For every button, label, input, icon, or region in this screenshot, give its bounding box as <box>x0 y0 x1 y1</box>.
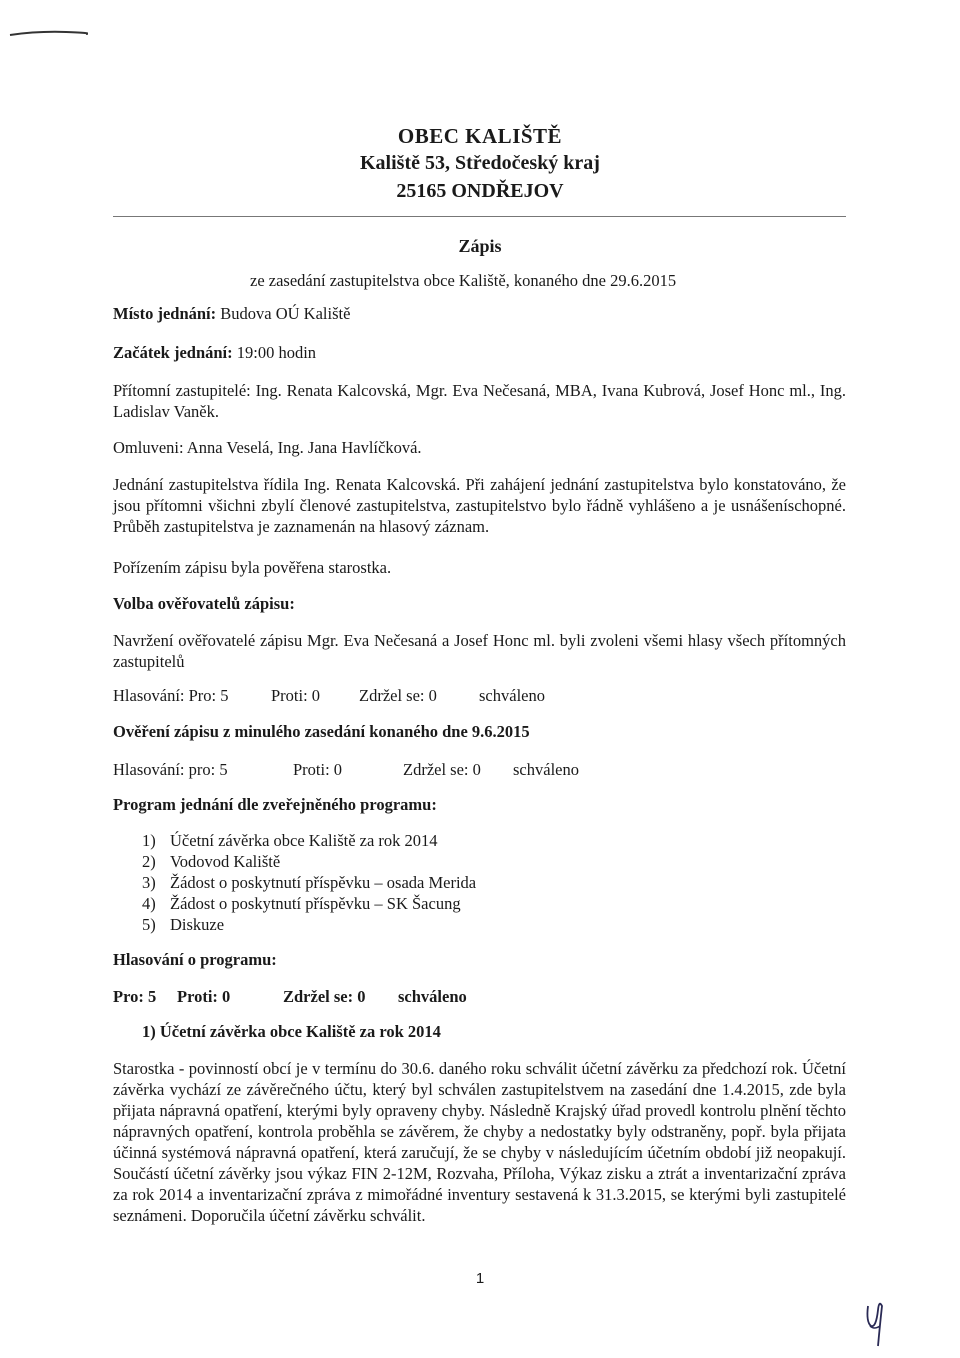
section-1-heading: 1) Účetní závěrka obce Kaliště za rok 2014 <box>142 1022 441 1041</box>
previous-minutes-vote <box>113 760 579 780</box>
verifiers-vote <box>113 686 545 706</box>
previous-minutes-heading: Ověření zápisu z minulého zasedání konaného dne 9.6.2015 <box>113 722 530 741</box>
meeting-place <box>113 304 350 324</box>
list-item: 1) Účetní závěrka obce Kaliště za rok 2014 <box>142 831 438 850</box>
municipality-address: Kaliště 53, Středočeský kraj <box>360 152 600 174</box>
list-item: 4) Žádost o poskytnutí příspěvku – SK Šacung <box>142 894 461 913</box>
vote-against: Proti: 0 <box>293 760 343 779</box>
list-item: 3) Žádost o poskytnutí příspěvku – osada Merida <box>142 873 477 892</box>
vote-for: Pro: 5 <box>113 987 157 1006</box>
vote-against: Proti: 0 <box>177 987 231 1006</box>
program-heading: Program jednání dle zveřejněného programu: <box>113 795 437 814</box>
minutes-author: Pořízením zápisu byla pověřena starostka. <box>113 558 392 577</box>
excused-members: Omluveni: Anna Veselá, Ing. Jana Havlíčková. <box>113 438 422 457</box>
municipality-postal: 25165 ONDŘEJOV <box>396 180 564 202</box>
vote-abstain: Zdržel se: 0 <box>283 987 366 1006</box>
vote-result: schváleno <box>479 686 545 705</box>
program-list <box>142 830 476 935</box>
meeting-start-label: Začátek jednání: <box>113 343 233 362</box>
scan-mark <box>8 26 88 40</box>
program-vote <box>113 987 467 1007</box>
vote-result: schváleno <box>513 760 579 779</box>
meeting-place-value: Budova OÚ Kaliště <box>220 304 351 323</box>
program-vote-heading: Hlasování o programu: <box>113 950 277 969</box>
vote-abstain: Zdržel se: 0 <box>359 686 437 705</box>
meeting-start-value: 19:00 hodin <box>236 343 317 362</box>
header-divider <box>113 216 846 217</box>
page-number: 1 <box>475 1270 485 1287</box>
meeting-start <box>113 343 316 363</box>
verifiers-text: Navržení ověřovatelé zápisu Mgr. Eva Nečesaná a Josef Honc ml. byli zvoleni všemi hlasy všech přítomných zastupitelů <box>113 631 846 671</box>
meeting-place-label: Místo jednání: <box>113 304 217 323</box>
municipality-name: OBEC KALIŠTĚ <box>397 124 563 148</box>
vote-for: Hlasování: pro: 5 <box>113 760 228 779</box>
vote-abstain: Zdržel se: 0 <box>403 760 481 779</box>
proceedings-text: Jednání zastupitelstva řídila Ing. Renata Kalcovská. Při zahájení jednání zastupitelstva bylo konstatováno, že jsou přítomni všichni zbylí členové zastupitelstva, zastupitelstvo bylo řádně vyhlášeno a je usnášeníschopné. Průběh zastupitelstva je zaznamenán na hlasový záznam. <box>113 475 846 536</box>
document-title: Zápis <box>458 236 502 256</box>
vote-against: Proti: 0 <box>271 686 321 705</box>
section-1-text: Starostka - povinností obcí je v termínu do 30.6. daného roku schválit účetní závěrku za předchozí rok. Účetní závěrka vychází ze závěrečného účtu, který byl schválen zastupitelstvem na zasedání dne 1.4.2015, zde byla přijata nápravná opatření, kterými byly opraveny chyby. Následně Krajský úřad provedl kontrolu plnění těchto nápravných opatření, kontrola proběhla se závěrem, že chyby a nedostatky byly odstraněny, popř. byla přijata účinná systémová nápravná opatření, která zaručují, že se chyby v následujícím účetním období již neopakují. Součástí účetní závěrky jsou výkaz FIN 2-12M, Rozvaha, Příloha, Výkaz zisku a ztrát a inventarizační zpráva za rok 2014 a inventarizační zpráva z mimořádné inventury sestavená k 31.3.2015, se kterými byli zastupitelé seznámeni. Doporučila účetní závěrku schválit. <box>113 1059 846 1225</box>
document-subtitle: ze zasedání zastupitelstva obce Kaliště, konaného dne 29.6.2015 <box>250 271 677 290</box>
vote-for: Hlasování: Pro: 5 <box>113 686 229 705</box>
vote-result: schváleno <box>398 987 467 1006</box>
present-members: Přítomní zastupitelé: Ing. Renata Kalcovská, Mgr. Eva Nečesaná, MBA, Ivana Kubrová, Josef Honc ml., Ing. Ladislav Vaněk. <box>113 381 846 421</box>
signature-initials <box>862 1296 892 1350</box>
verifiers-heading: Volba ověřovatelů zápisu: <box>113 594 295 613</box>
list-item: 5) Diskuze <box>142 915 225 934</box>
list-item: 2) Vodovod Kaliště <box>142 852 281 871</box>
